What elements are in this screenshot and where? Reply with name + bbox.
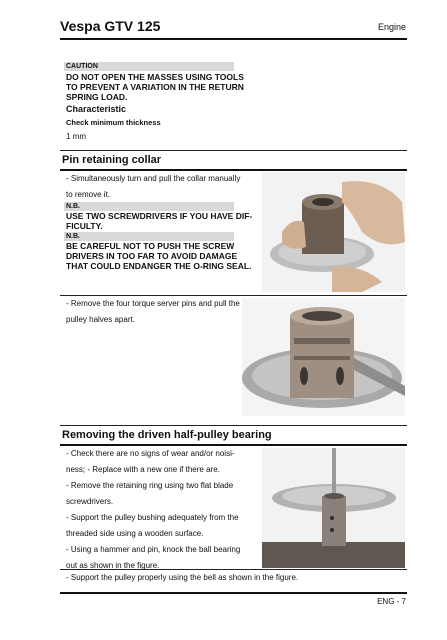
document-title: Vespa GTV 125 <box>60 18 161 34</box>
step-pulley-text: - Remove the four torque server pins and pull the pulley halves apart. <box>66 299 240 324</box>
header-rule <box>60 38 407 40</box>
characteristic-item: Check minimum thickness <box>66 118 161 127</box>
characteristic-value: 1 mm <box>66 132 86 141</box>
caution-label: CAUTION <box>64 62 234 71</box>
section-rule-top-2 <box>60 425 407 426</box>
nb-label-1: N.B. <box>64 202 234 211</box>
bearing-support-text: - Support the pulley properly using the bell as shown in the figure. <box>66 573 299 582</box>
caution-text: DO NOT OPEN THE MASSES USING TOOLS TO PREVENT A VARIATION IN THE RETURN SPRING LOAD. <box>66 72 244 102</box>
bearing-steps-text: - Check there are no signs of wear and/or noisi- ness; - Replace with a new one if there are. - Remove the retaining ring using two flat blade screwdrivers. - Support the pulley bushing adequately from the threaded side using a wooden surface. - Using a hammer and pin, knock the ball bearing out as shown in the figure. <box>66 449 241 570</box>
nb-label-2: N.B. <box>64 232 234 241</box>
section-title-bearing: Removing the driven half-pulley bearing <box>62 429 272 441</box>
page-number: ENG - 7 <box>377 597 406 606</box>
nb-text-1: USE TWO SCREWDRIVERS IF YOU HAVE DIF- FICULTY. <box>66 211 253 231</box>
step-collar-text: - Simultaneously turn and pull the collar manually to remove it. <box>66 174 241 199</box>
section-title-pin-collar: Pin retaining collar <box>62 154 162 166</box>
bearing-removal-photo <box>262 448 405 568</box>
collar-removal-photo <box>262 172 405 292</box>
section-name: Engine <box>377 22 406 32</box>
nb-text-2: BE CAREFUL NOT TO PUSH THE SCREW DRIVERS IN TOO FAR TO AVOID DAMAGE THAT COULD ENDANGER THE O-RING SEAL. <box>66 241 252 271</box>
characteristic-heading: Characteristic <box>66 104 127 114</box>
section-rule-top <box>60 150 407 151</box>
footer-rule <box>60 592 407 594</box>
pulley-halves-photo <box>242 298 405 416</box>
